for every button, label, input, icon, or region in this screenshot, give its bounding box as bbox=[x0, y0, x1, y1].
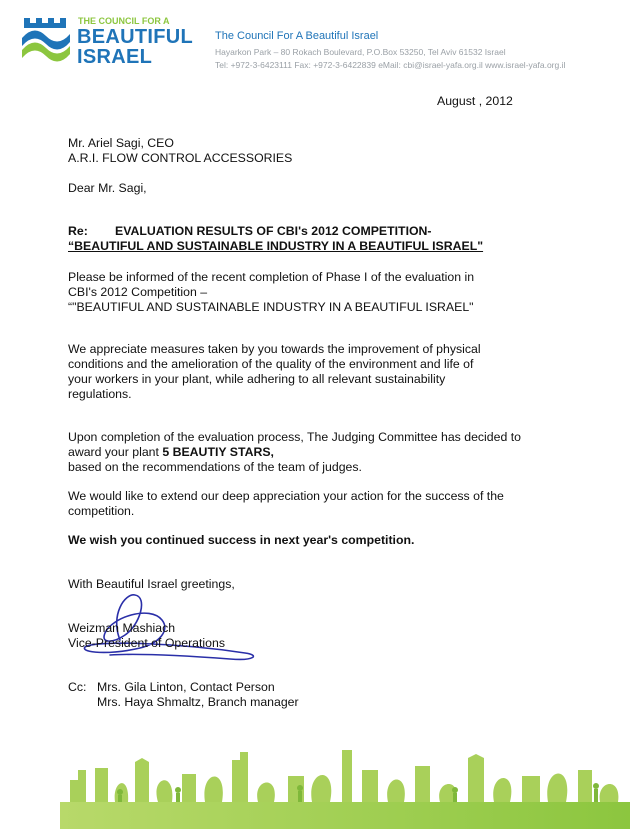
logo-line-3: ISRAEL bbox=[77, 46, 153, 68]
signer-title: Vice-President of Operations bbox=[68, 636, 225, 650]
award-stars: 5 BEAUTIY STARS, bbox=[162, 445, 274, 459]
paragraph-2-line-1: We appreciate measures taken by you towards the improvement of physical bbox=[68, 342, 481, 356]
award-text: award your plant bbox=[68, 445, 163, 459]
paragraph-2-line-3: your workers in your plant, while adhering to all relevant sustainability bbox=[68, 372, 446, 386]
cc-line-1: Mrs. Gila Linton, Contact Person bbox=[97, 680, 275, 694]
paragraph-5: We wish you continued success in next year's competition. bbox=[68, 533, 415, 547]
org-address: Hayarkon Park – 80 Rokach Boulevard, P.O.Box 53250, Tel Aviv 61532 Israel bbox=[215, 47, 506, 57]
signer-name: Weizman Mashiach bbox=[68, 621, 176, 635]
paragraph-2-line-2: conditions and the amelioration of the quality of the environment and life of bbox=[68, 357, 474, 371]
logo-line-2: BEAUTIFUL bbox=[77, 26, 194, 48]
recipient-company: A.R.I. FLOW CONTROL ACCESSORIES bbox=[68, 151, 293, 165]
paragraph-4-line-1: We would like to extend our deep appreciation your action for the success of the bbox=[68, 489, 504, 503]
paragraph-2-line-4: regulations. bbox=[68, 387, 132, 401]
logo-emblem-icon bbox=[20, 14, 72, 70]
org-contact: Tel: +972-3-6423111 Fax: +972-3-6422839 eMail: cbi@israel-yafa.org.il www.israel-yafa.org.il bbox=[215, 60, 566, 70]
paragraph-3-line-1: Upon completion of the evaluation process, The Judging Committee has decided to bbox=[68, 430, 521, 444]
cc-label: Cc: bbox=[68, 680, 87, 694]
paragraph-3-line-3: based on the recommendations of the team of judges. bbox=[68, 460, 362, 474]
paragraph-1-line-2: CBI's 2012 Competition – bbox=[68, 285, 208, 299]
paragraph-3-line-2 bbox=[68, 445, 274, 460]
paragraph-4-line-2: competition. bbox=[68, 504, 135, 518]
subject-line-1: EVALUATION RESULTS OF CBI's 2012 COMPETITION- bbox=[115, 224, 432, 238]
closing: With Beautiful Israel greetings, bbox=[68, 577, 235, 591]
cc-line-2: Mrs. Haya Shmaltz, Branch manager bbox=[97, 695, 299, 709]
subject-line-2: “BEAUTIFUL AND SUSTAINABLE INDUSTRY IN A BEAUTIFUL ISRAEL" bbox=[68, 239, 484, 253]
council-logo bbox=[20, 14, 192, 74]
recipient-name: Mr. Ariel Sagi, CEO bbox=[68, 136, 174, 150]
org-name: The Council For A Beautiful Israel bbox=[215, 30, 379, 42]
footer-skyline-illustration bbox=[0, 740, 630, 829]
salutation: Dear Mr. Sagi, bbox=[68, 181, 147, 195]
paragraph-1-line-3: “"BEAUTIFUL AND SUSTAINABLE INDUSTRY IN A BEAUTIFUL ISRAEL" bbox=[68, 300, 474, 314]
paragraph-1-line-1: Please be informed of the recent completion of Phase I of the evaluation in bbox=[68, 270, 475, 284]
logo-line-1: THE COUNCIL FOR A bbox=[78, 16, 170, 26]
subject-label: Re: bbox=[68, 224, 88, 238]
letter-date: August , 2012 bbox=[437, 94, 513, 108]
